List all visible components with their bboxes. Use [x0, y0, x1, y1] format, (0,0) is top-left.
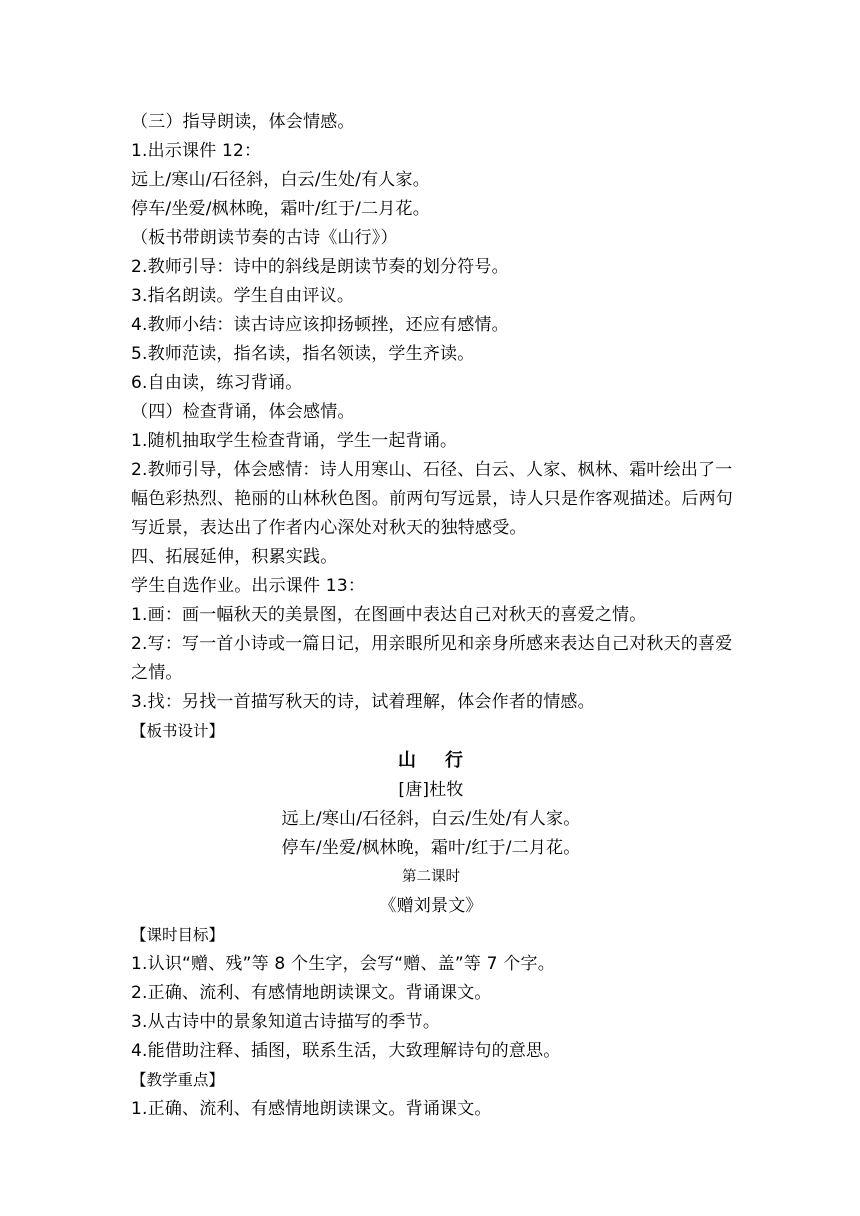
poem-rhythm-line: 停车/坐爱/枫林晚，霜叶/红于/二月花。: [131, 199, 430, 219]
assignment-intro: 学生自选作业。出示课件 13：: [131, 576, 366, 596]
poem-line: 停车/坐爱/枫林晚，霜叶/红于/二月花。: [281, 838, 581, 858]
assignment-write-line: 2.写：写一首小诗或一篇日记，用亲眼所见和亲身所感来表达自己对秋天的喜爱: [131, 634, 733, 654]
paragraph-feeling-line: 写近景，表达出了作者内心深处对秋天的独特感受。: [131, 518, 527, 538]
section-heading-recitation-check: （四）检查背诵，体会感情。: [131, 402, 355, 422]
document-body: [131, 108, 731, 1124]
focus-heading: 【教学重点】: [131, 1071, 225, 1089]
list-item: 6.自由读，练习背诵。: [131, 373, 303, 393]
poem-rhythm-line: 远上/寒山/石径斜，白云/生处/有人家。: [131, 170, 430, 190]
board-note: （板书带朗读节奏的古诗《山行》）: [131, 228, 398, 248]
list-item: 2.教师引导：诗中的斜线是朗读节奏的划分符号。: [131, 257, 509, 277]
poem-line: 远上/寒山/石径斜，白云/生处/有人家。: [281, 809, 581, 829]
focus-item: 1.正确、流利、有感情地朗读课文。背诵课文。: [131, 1099, 492, 1119]
board-design-heading: 【板书设计】: [131, 722, 225, 740]
goal-item: 1.认识“赠、残”等 8 个生字，会写“赠、盖”等 7 个字。: [131, 954, 555, 974]
assignment-draw: 1.画：画一幅秋天的美景图，在图画中表达自己对秋天的喜爱之情。: [131, 605, 647, 625]
list-item: 1.随机抽取学生检查背诵，学生一起背诵。: [131, 431, 458, 451]
goal-item: 2.正确、流利、有感情地朗读课文。背诵课文。: [131, 983, 492, 1003]
list-item: 3.指名朗读。学生自由评议。: [131, 286, 355, 306]
goals-heading: 【课时目标】: [131, 926, 225, 944]
paragraph-feeling-line: 幅色彩热烈、艳丽的山林秋色图。前两句写远景，诗人只是作客观描述。后两句: [131, 489, 733, 509]
lesson-label: 第二课时: [402, 869, 460, 885]
paragraph-feeling-line: 2.教师引导，体会感情：诗人用寒山、石径、白云、人家、枫林、霜叶绘出了一: [131, 460, 733, 480]
goal-item: 3.从古诗中的景象知道古诗描写的季节。: [131, 1012, 441, 1032]
list-item: 5.教师范读，指名读，指名领读，学生齐读。: [131, 344, 475, 364]
goal-item: 4.能借助注释、插图，联系生活，大致理解诗句的意思。: [131, 1041, 561, 1061]
lesson-title: 《赠刘景文》: [379, 896, 483, 916]
assignment-write-line: 之情。: [131, 663, 183, 683]
poem-title-char: 行: [445, 750, 464, 771]
section-heading-guided-reading: （三）指导朗读，体会情感。: [131, 112, 355, 132]
list-item: 1.出示课件 12：: [131, 141, 262, 161]
poem-author: [唐]杜牧: [398, 780, 464, 800]
list-item: 4.教师小结：读古诗应该抑扬顿挫，还应有感情。: [131, 315, 509, 335]
poem-title: [131, 746, 731, 776]
poem-title-char: 山: [398, 750, 417, 771]
assignment-find: 3.找：另找一首描写秋天的诗，试着理解，体会作者的情感。: [131, 692, 595, 712]
section-heading-extension: 四、拓展延伸，积累实践。: [131, 547, 338, 567]
